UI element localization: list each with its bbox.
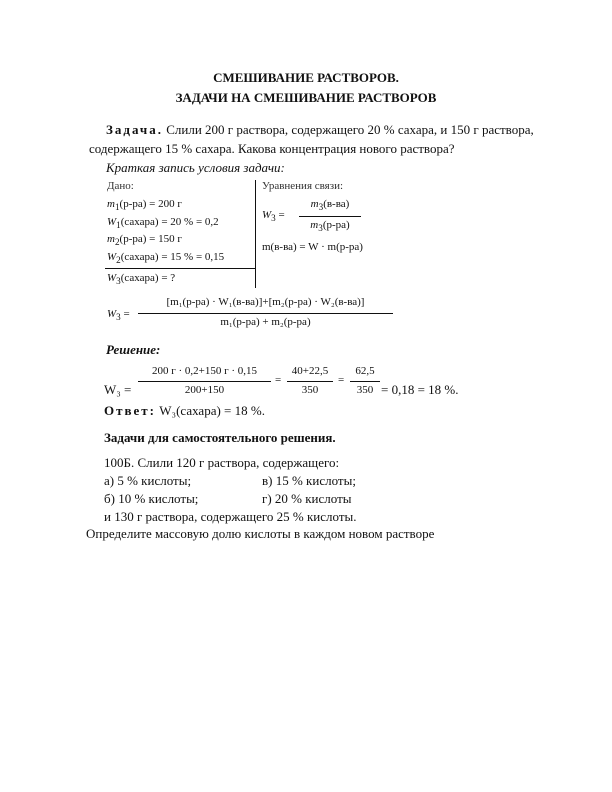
given-divider — [105, 268, 255, 269]
formula-numerator: [m₁(р-ра) · W₁(в-ва)]+[m₂(р-ра) · W₂(в-ва)] — [166, 296, 365, 308]
calc-f1-num: 200 г · 0,2+150 г · 0,15 — [151, 365, 258, 377]
task-line-2: содержащего 15 % сахара. Какова концентрация нового раствора? — [89, 141, 455, 156]
calc-f1-den: 200+150 — [184, 384, 225, 396]
formula-lhs: $W_3$ = — [107, 308, 130, 323]
given-find: $W_3(сахара)$ = ? — [107, 272, 176, 287]
task-line-1 — [106, 122, 534, 138]
given-w2: $W_2(сахара) = 15$ % = 0,15 — [107, 251, 225, 266]
page-title: СМЕШИВАНИЕ РАСТВОРОВ. — [213, 70, 399, 85]
self-tasks-header: Задачи для самостоятельного решения. — [104, 430, 336, 445]
given-m2: $m_2(р-ра) = 150$ г — [107, 233, 182, 248]
answer-line — [104, 403, 265, 419]
relation-fraction-bar — [299, 216, 361, 217]
short-record-label: Краткая запись условия задачи: — [106, 160, 285, 175]
problem-intro: 100Б. Слили 120 г раствора, содержащего: — [104, 455, 340, 470]
page-subtitle: ЗАДАЧИ НА СМЕШИВАНИЕ РАСТВОРОВ — [175, 90, 437, 105]
relation-2: m(в-ва) = W · m(р-ра) — [262, 241, 363, 253]
task-label: Задача. — [106, 122, 163, 137]
formula-denominator: m₁(р-ра) + m₂(р-ра) — [220, 316, 311, 328]
relations-header: Уравнения связи: — [262, 180, 344, 192]
calc-f2-num: 40+22,5 — [291, 365, 329, 377]
calc-f1-bar — [138, 381, 271, 382]
calc-lhs: W₃ = — [104, 382, 132, 397]
given-separator — [255, 180, 256, 288]
calc-f3-bar — [350, 381, 380, 382]
problem-option-v: в) 15 % кислоты; — [262, 473, 356, 488]
relation-w3-lhs: $W_3$ = — [262, 209, 285, 224]
calc-result: = 0,18 = 18 %. — [381, 382, 459, 397]
answer-text: W₃(сахара) = 18 %. — [156, 403, 265, 418]
given-w1: $W_1(сахара) = 20$ % = 0,2 — [107, 216, 219, 231]
calc-f3-den: 350 — [356, 384, 374, 396]
formula-fraction-bar — [138, 313, 393, 314]
problem-question: Определите массовую долю кислоты в каждом новом растворе — [86, 526, 435, 541]
problem-line-2: и 130 г раствора, содержащего 25 % кислоты. — [104, 509, 357, 524]
calc-f2-den: 350 — [301, 384, 319, 396]
calc-f3-num: 62,5 — [355, 365, 375, 377]
problem-option-a: а) 5 % кислоты; — [104, 473, 192, 488]
calc-f2-bar — [287, 381, 333, 382]
relation-denominator: $m_3(р-ра)$ — [310, 219, 350, 234]
answer-label: Ответ: — [104, 403, 157, 418]
problem-option-g: г) 20 % кислоты — [262, 491, 352, 506]
given-header: Дано: — [107, 180, 134, 192]
given-m1: $m_1(р-ра) = 200$ г — [107, 198, 182, 213]
task-text-1: Слили 200 г раствора, содержащего 20 % сахара, и 150 г раствора, — [163, 122, 534, 137]
problem-option-b: б) 10 % кислоты; — [104, 491, 199, 506]
relation-numerator: $m_3(в-ва)$ — [310, 198, 350, 213]
solution-label: Решение: — [106, 342, 161, 357]
calc-eq-1: = — [275, 374, 282, 386]
calc-eq-2: = — [338, 374, 345, 386]
